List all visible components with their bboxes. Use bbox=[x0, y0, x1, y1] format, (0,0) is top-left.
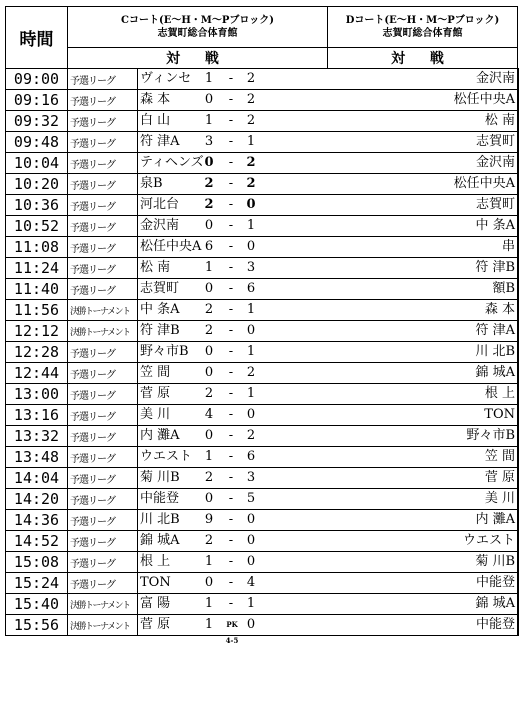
score-b: 4 bbox=[246, 575, 256, 590]
schedule-row bbox=[6, 489, 519, 510]
team-b: 川 北B bbox=[475, 344, 515, 359]
stage-cell: 予選リーグ bbox=[68, 573, 138, 594]
score-a: 0 bbox=[204, 281, 214, 296]
team-a: 松 南 bbox=[140, 260, 171, 275]
score-separator: - bbox=[228, 260, 234, 275]
pk-score bbox=[225, 617, 239, 649]
team-b: 内 灘A bbox=[475, 512, 515, 527]
team-a: 菊 川B bbox=[140, 470, 180, 485]
schedule-row bbox=[6, 384, 519, 405]
score-a: 1 bbox=[204, 554, 214, 569]
court-c-match bbox=[138, 90, 518, 111]
stage-cell: 予選リーグ bbox=[68, 174, 138, 195]
score-separator: - bbox=[228, 575, 234, 590]
score-b: 0 bbox=[246, 617, 256, 632]
score-b: 3 bbox=[246, 470, 256, 485]
schedule-row bbox=[6, 237, 519, 258]
team-b: 菅 原 bbox=[484, 470, 515, 485]
team-a: 河北台 bbox=[140, 197, 180, 212]
team-a: 美 川 bbox=[140, 407, 171, 422]
score-a: 0 bbox=[204, 155, 214, 170]
score-a: 1 bbox=[204, 617, 214, 632]
team-b: 笠 間 bbox=[484, 449, 515, 464]
schedule-row bbox=[6, 153, 519, 174]
court-d-header bbox=[328, 7, 518, 48]
court-c-match-header: 対 戦 bbox=[68, 48, 328, 69]
court-c-match bbox=[138, 258, 518, 279]
court-d-match bbox=[518, 153, 519, 174]
court-d-match bbox=[518, 132, 519, 153]
stage-cell: 予選リーグ bbox=[68, 510, 138, 531]
score-a: 2 bbox=[204, 323, 214, 338]
court-d-match bbox=[518, 594, 519, 615]
schedule-row bbox=[6, 195, 519, 216]
team-a: 符 津B bbox=[140, 323, 180, 338]
court-d-match bbox=[518, 111, 519, 132]
time-cell: 10:04 bbox=[6, 153, 68, 174]
court-c-title: Cコート(E〜H・M〜Pブロック) bbox=[121, 15, 274, 26]
team-a: ヴィンセ bbox=[140, 71, 192, 86]
score-b: 1 bbox=[246, 302, 256, 317]
team-a: 泉B bbox=[140, 176, 163, 191]
team-b: 根 上 bbox=[484, 386, 515, 401]
schedule-table bbox=[5, 6, 519, 645]
court-d-match bbox=[518, 468, 519, 489]
time-cell: 13:16 bbox=[6, 405, 68, 426]
score-b: 0 bbox=[246, 554, 256, 569]
score-separator: - bbox=[228, 386, 234, 401]
score-a: 0 bbox=[204, 344, 214, 359]
court-d-match bbox=[518, 321, 519, 342]
schedule-row bbox=[6, 216, 519, 237]
team-b: 中能登 bbox=[475, 617, 515, 632]
schedule-row bbox=[6, 300, 519, 321]
team-b: ウエスト bbox=[462, 533, 515, 548]
time-cell: 15:56 bbox=[6, 615, 68, 636]
time-cell: 11:56 bbox=[6, 300, 68, 321]
time-cell: 09:16 bbox=[6, 90, 68, 111]
court-c-match bbox=[138, 132, 518, 153]
court-c-match bbox=[138, 216, 518, 237]
score-b: 2 bbox=[246, 155, 256, 170]
team-b: 松任中央A bbox=[453, 92, 515, 107]
court-d-match bbox=[518, 447, 519, 468]
team-a: 志賀町 bbox=[140, 281, 180, 296]
score-b: 0 bbox=[246, 512, 256, 527]
court-c-match bbox=[138, 342, 518, 363]
team-a: 中能登 bbox=[140, 491, 180, 506]
score-a: 1 bbox=[204, 113, 214, 128]
team-a: TON bbox=[140, 575, 171, 590]
schedule-row bbox=[6, 531, 519, 552]
time-cell: 13:00 bbox=[6, 384, 68, 405]
score-a: 2 bbox=[204, 470, 214, 485]
stage-cell: 予選リーグ bbox=[68, 153, 138, 174]
stage-cell: 予選リーグ bbox=[68, 363, 138, 384]
score-a: 1 bbox=[204, 596, 214, 611]
team-b: 志賀町 bbox=[475, 197, 515, 212]
court-d-match bbox=[518, 90, 519, 111]
schedule-row bbox=[6, 510, 519, 531]
court-c-match bbox=[138, 447, 518, 468]
time-cell: 10:52 bbox=[6, 216, 68, 237]
stage-cell: 予選リーグ bbox=[68, 426, 138, 447]
time-cell: 11:24 bbox=[6, 258, 68, 279]
court-d-venue: 志賀町総合体育館 bbox=[382, 28, 463, 39]
court-d-match bbox=[518, 279, 519, 300]
stage-cell: 決勝トーナメント bbox=[68, 321, 138, 342]
stage-cell: 決勝トーナメント bbox=[68, 594, 138, 615]
stage-cell: 予選リーグ bbox=[68, 132, 138, 153]
court-c-match bbox=[138, 573, 518, 594]
score-b: 2 bbox=[246, 92, 256, 107]
schedule-row bbox=[6, 342, 519, 363]
time-cell: 14:04 bbox=[6, 468, 68, 489]
score-separator: - bbox=[228, 428, 234, 443]
team-b: 金沢南 bbox=[475, 71, 515, 86]
team-a: 内 灘A bbox=[140, 428, 180, 443]
team-a: 松任中央A bbox=[140, 239, 202, 254]
score-b: 1 bbox=[246, 134, 256, 149]
score-a: 0 bbox=[204, 218, 214, 233]
court-d-title: Dコート(E〜H・M〜Pブロック) bbox=[345, 15, 500, 26]
court-d-match bbox=[518, 405, 519, 426]
stage-cell: 予選リーグ bbox=[68, 405, 138, 426]
court-c-match bbox=[138, 615, 518, 645]
score-b: 0 bbox=[246, 533, 256, 548]
stage-cell: 予選リーグ bbox=[68, 258, 138, 279]
schedule-row bbox=[6, 132, 519, 153]
score-a: 2 bbox=[204, 197, 214, 212]
score-b: 2 bbox=[246, 71, 256, 86]
score-a: 2 bbox=[204, 386, 214, 401]
schedule-row bbox=[6, 279, 519, 300]
score-b: 1 bbox=[246, 218, 256, 233]
team-b: 串 bbox=[501, 239, 515, 254]
court-c-match bbox=[138, 594, 518, 615]
court-d-match bbox=[518, 237, 519, 258]
time-cell: 14:52 bbox=[6, 531, 68, 552]
time-cell: 15:24 bbox=[6, 573, 68, 594]
score-b: 3 bbox=[246, 260, 256, 275]
schedule-row bbox=[6, 573, 519, 594]
score-separator: - bbox=[228, 239, 234, 254]
team-a: 菅 原 bbox=[140, 386, 171, 401]
schedule-row bbox=[6, 615, 519, 636]
team-a: ウエスト bbox=[140, 449, 193, 464]
stage-cell: 予選リーグ bbox=[68, 552, 138, 573]
score-separator: - bbox=[228, 407, 234, 422]
court-d-match bbox=[518, 489, 519, 510]
court-d-match bbox=[518, 258, 519, 279]
team-b: 菊 川B bbox=[475, 554, 515, 569]
time-cell: 12:44 bbox=[6, 363, 68, 384]
score-separator: - bbox=[228, 218, 234, 233]
score-separator: - bbox=[228, 344, 234, 359]
score-b: 0 bbox=[246, 197, 256, 212]
time-cell: 12:12 bbox=[6, 321, 68, 342]
team-a: 金沢南 bbox=[140, 218, 180, 233]
court-d-match bbox=[518, 510, 519, 531]
court-c-match bbox=[138, 174, 518, 195]
team-b: 錦 城A bbox=[475, 365, 515, 380]
team-b: 森 本 bbox=[484, 302, 515, 317]
court-c-match bbox=[138, 405, 518, 426]
time-cell: 09:00 bbox=[6, 69, 68, 90]
schedule-row bbox=[6, 174, 519, 195]
stage-cell: 予選リーグ bbox=[68, 342, 138, 363]
pk-label: PK bbox=[226, 620, 238, 629]
score-b: 1 bbox=[246, 596, 256, 611]
court-c-match bbox=[138, 468, 518, 489]
team-a: 中 条A bbox=[140, 302, 180, 317]
court-c-match bbox=[138, 69, 518, 90]
court-c-match bbox=[138, 321, 518, 342]
schedule-row bbox=[6, 447, 519, 468]
team-b: TON bbox=[484, 407, 515, 422]
score-b: 2 bbox=[246, 365, 256, 380]
schedule-row bbox=[6, 69, 519, 90]
stage-cell: 予選リーグ bbox=[68, 111, 138, 132]
court-c-match bbox=[138, 237, 518, 258]
score-b: 0 bbox=[246, 239, 256, 254]
court-d-match bbox=[518, 69, 519, 90]
score-separator: - bbox=[228, 176, 234, 191]
score-b: 1 bbox=[246, 344, 256, 359]
court-c-match bbox=[138, 279, 518, 300]
score-b: 2 bbox=[246, 428, 256, 443]
score-a: 2 bbox=[204, 533, 214, 548]
score-separator: - bbox=[228, 554, 234, 569]
score-b: 0 bbox=[246, 407, 256, 422]
court-c-match bbox=[138, 300, 518, 321]
time-cell: 11:08 bbox=[6, 237, 68, 258]
team-a: 符 津A bbox=[140, 134, 180, 149]
stage-cell: 予選リーグ bbox=[68, 237, 138, 258]
team-b: 中 条A bbox=[475, 218, 515, 233]
time-cell: 13:48 bbox=[6, 447, 68, 468]
score-b: 6 bbox=[246, 281, 256, 296]
court-c-match bbox=[138, 153, 518, 174]
score-separator: - bbox=[228, 302, 234, 317]
score-a: 4 bbox=[204, 407, 214, 422]
court-d-match-header: 対 戦 bbox=[328, 48, 518, 69]
schedule-row bbox=[6, 468, 519, 489]
score-separator: - bbox=[228, 323, 234, 338]
score-separator: - bbox=[228, 596, 234, 611]
time-cell: 15:40 bbox=[6, 594, 68, 615]
time-cell: 10:36 bbox=[6, 195, 68, 216]
score-separator: - bbox=[228, 512, 234, 527]
court-d-match bbox=[518, 615, 519, 636]
time-cell: 15:08 bbox=[6, 552, 68, 573]
time-column-header: 時間 bbox=[6, 7, 68, 69]
schedule-row bbox=[6, 594, 519, 615]
time-cell: 11:40 bbox=[6, 279, 68, 300]
score-separator: - bbox=[228, 71, 234, 86]
score-a: 0 bbox=[204, 428, 214, 443]
score-separator: - bbox=[228, 113, 234, 128]
court-d-match bbox=[518, 363, 519, 384]
schedule-row bbox=[6, 90, 519, 111]
time-cell: 10:20 bbox=[6, 174, 68, 195]
team-a: 錦 城A bbox=[140, 533, 180, 548]
team-a: ティヘンズ bbox=[140, 155, 204, 170]
score-a: 0 bbox=[204, 92, 214, 107]
court-d-match bbox=[518, 195, 519, 216]
team-a: 野々市B bbox=[140, 344, 189, 359]
stage-cell: 予選リーグ bbox=[68, 447, 138, 468]
team-b: 中能登 bbox=[475, 575, 515, 590]
court-d-match bbox=[518, 174, 519, 195]
stage-cell: 決勝トーナメント bbox=[68, 300, 138, 321]
court-c-match bbox=[138, 531, 518, 552]
score-separator: - bbox=[228, 470, 234, 485]
score-separator: - bbox=[228, 449, 234, 464]
team-a: 笠 間 bbox=[140, 365, 171, 380]
score-b: 1 bbox=[246, 386, 256, 401]
score-b: 0 bbox=[246, 323, 256, 338]
score-b: 2 bbox=[246, 176, 256, 191]
court-c-match bbox=[138, 384, 518, 405]
court-c-match bbox=[138, 363, 518, 384]
score-a: 2 bbox=[204, 176, 214, 191]
court-d-match bbox=[518, 216, 519, 237]
stage-cell: 予選リーグ bbox=[68, 531, 138, 552]
score-separator: - bbox=[228, 155, 234, 170]
court-c-match bbox=[138, 195, 518, 216]
score-a: 0 bbox=[204, 575, 214, 590]
team-b: 符 津B bbox=[475, 260, 515, 275]
stage-cell: 予選リーグ bbox=[68, 279, 138, 300]
court-d-match bbox=[518, 531, 519, 552]
team-b: 松 南 bbox=[484, 113, 515, 128]
score-separator: - bbox=[228, 92, 234, 107]
score-a: 1 bbox=[204, 449, 214, 464]
score-a: 1 bbox=[204, 71, 214, 86]
team-a: 根 上 bbox=[140, 554, 171, 569]
court-c-header bbox=[68, 7, 328, 48]
schedule-row bbox=[6, 552, 519, 573]
stage-cell: 予選リーグ bbox=[68, 216, 138, 237]
time-cell: 14:20 bbox=[6, 489, 68, 510]
court-c-venue: 志賀町総合体育館 bbox=[157, 28, 238, 39]
team-b: 志賀町 bbox=[475, 134, 515, 149]
score-separator: - bbox=[228, 134, 234, 149]
court-c-match bbox=[138, 426, 518, 447]
team-b: 金沢南 bbox=[475, 155, 515, 170]
time-cell: 13:32 bbox=[6, 426, 68, 447]
court-c-match bbox=[138, 489, 518, 510]
schedule-row bbox=[6, 363, 519, 384]
score-a: 0 bbox=[204, 365, 214, 380]
schedule-row bbox=[6, 321, 519, 342]
court-d-match bbox=[518, 573, 519, 594]
court-d-match bbox=[518, 384, 519, 405]
stage-cell: 予選リーグ bbox=[68, 195, 138, 216]
stage-cell: 予選リーグ bbox=[68, 468, 138, 489]
team-b: 錦 城A bbox=[475, 596, 515, 611]
time-cell: 14:36 bbox=[6, 510, 68, 531]
score-separator: - bbox=[228, 533, 234, 548]
team-a: 川 北B bbox=[140, 512, 180, 527]
stage-cell: 予選リーグ bbox=[68, 69, 138, 90]
court-c-match bbox=[138, 552, 518, 573]
pk-value: 4-5 bbox=[225, 636, 239, 645]
score-a: 0 bbox=[204, 491, 214, 506]
score-a: 1 bbox=[204, 260, 214, 275]
schedule-row bbox=[6, 426, 519, 447]
court-d-match bbox=[518, 426, 519, 447]
stage-cell: 予選リーグ bbox=[68, 384, 138, 405]
time-cell: 12:28 bbox=[6, 342, 68, 363]
schedule-row bbox=[6, 258, 519, 279]
score-a: 6 bbox=[204, 239, 214, 254]
team-b: 美 川 bbox=[484, 491, 515, 506]
stage-cell: 予選リーグ bbox=[68, 90, 138, 111]
time-cell: 09:32 bbox=[6, 111, 68, 132]
score-separator: - bbox=[228, 491, 234, 506]
score-b: 5 bbox=[246, 491, 256, 506]
team-b: 額B bbox=[492, 281, 515, 296]
court-c-match bbox=[138, 510, 518, 531]
team-a: 富 陽 bbox=[140, 596, 171, 611]
team-b: 野々市B bbox=[466, 428, 515, 443]
score-a: 3 bbox=[204, 134, 214, 149]
team-b: 松任中央A bbox=[453, 176, 515, 191]
score-b: 2 bbox=[246, 113, 256, 128]
score-b: 6 bbox=[246, 449, 256, 464]
score-separator: - bbox=[228, 281, 234, 296]
team-a: 白 山 bbox=[140, 113, 171, 128]
team-b: 符 津A bbox=[475, 323, 515, 338]
court-d-match bbox=[518, 342, 519, 363]
court-d-match bbox=[518, 300, 519, 321]
time-cell: 09:48 bbox=[6, 132, 68, 153]
score-a: 2 bbox=[204, 302, 214, 317]
score-a: 9 bbox=[204, 512, 214, 527]
score-separator: - bbox=[228, 365, 234, 380]
court-d-match bbox=[518, 552, 519, 573]
schedule-row bbox=[6, 111, 519, 132]
team-a: 菅 原 bbox=[140, 617, 171, 632]
score-separator: - bbox=[228, 197, 234, 212]
stage-cell: 決勝トーナメント bbox=[68, 615, 138, 636]
team-a: 森 本 bbox=[140, 92, 171, 107]
court-c-match bbox=[138, 111, 518, 132]
schedule-row bbox=[6, 405, 519, 426]
stage-cell: 予選リーグ bbox=[68, 489, 138, 510]
